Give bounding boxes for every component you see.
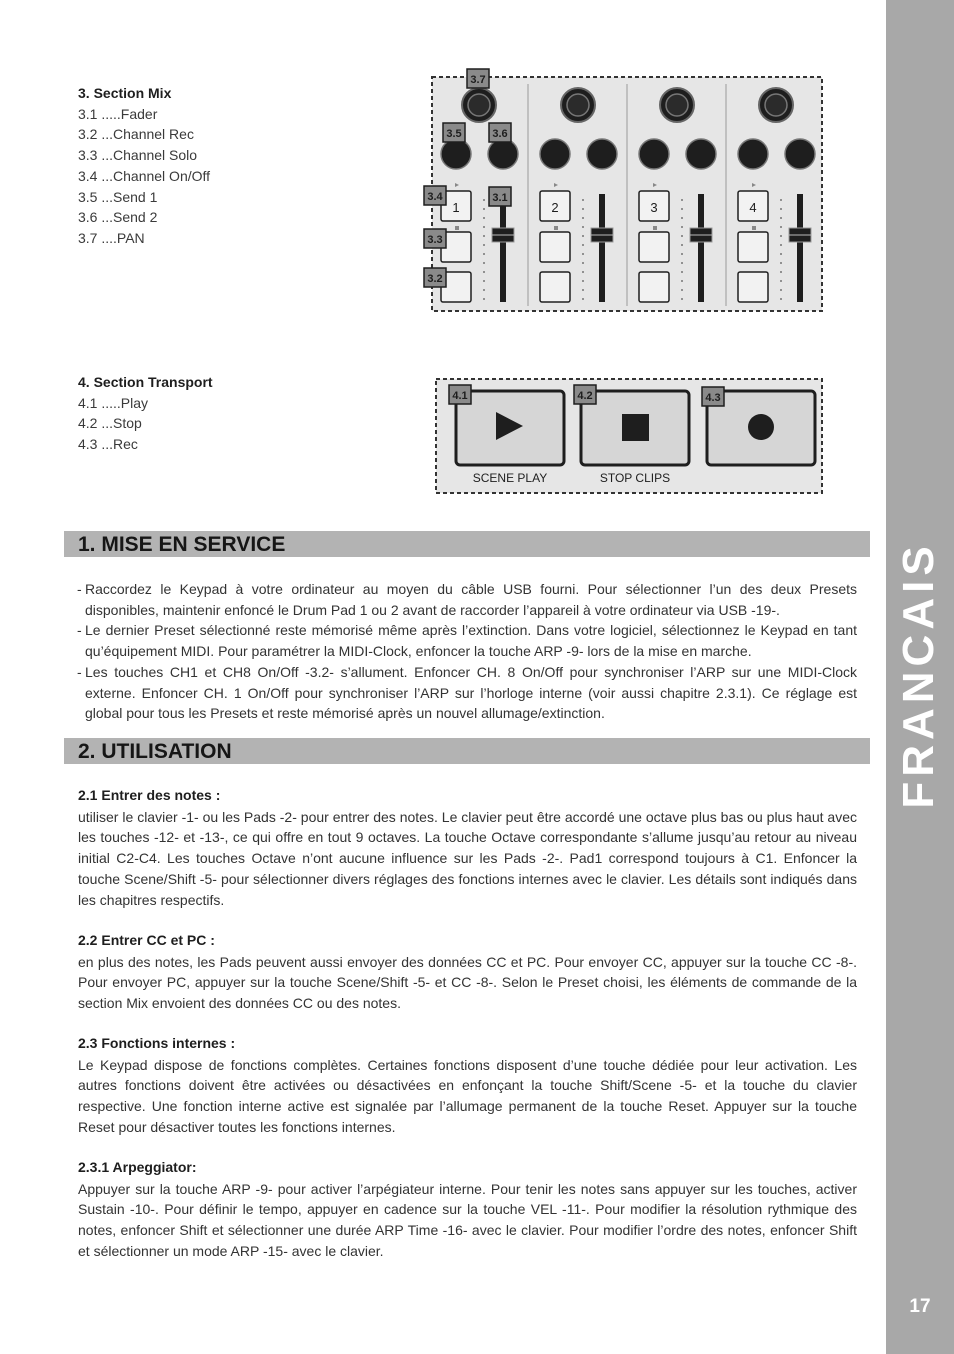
svg-text:4.1: 4.1 [452, 390, 468, 402]
record-icon [748, 414, 774, 440]
scale-dot [483, 217, 485, 219]
scale-dot [582, 289, 584, 291]
scale-dot [582, 244, 584, 246]
tag-label: 3.1 [492, 192, 508, 204]
tag-3-1 [489, 187, 511, 206]
scale-dot [681, 280, 683, 282]
scale-dot [780, 217, 782, 219]
sub-entrer-cc-pc [78, 930, 857, 1014]
led-icon [554, 226, 558, 230]
subheading: 2.1 Entrer des notes : [78, 787, 221, 803]
scale-dot [681, 253, 683, 255]
section-transport-title: 4. Section Transport [78, 374, 213, 390]
scale-dot [780, 298, 782, 300]
section-mix-list [78, 83, 210, 249]
list-item: 3.3 ...Channel Solo [78, 147, 198, 164]
stop-clips-label: STOP CLIPS [599, 471, 671, 485]
scale-dot [483, 289, 485, 291]
fader-track [500, 194, 506, 302]
scale-dot [780, 208, 782, 210]
channel-number: 4 [749, 200, 757, 215]
scale-dot [780, 280, 782, 282]
list-item: - Raccordez le Keypad à votre ordinateur au moyen du câble USB fourni. Pour sélectionner l’un des deux Presets disponibles, maintenir enfoncé le Drum Pad 1 ou 2 avant de raccorder l’appareil à votre ordinateur via USB -19-. [77, 581, 857, 618]
tag-3-7 [467, 69, 489, 88]
send1-knob [639, 139, 669, 169]
scale-dot [582, 253, 584, 255]
scale-dot [681, 271, 683, 273]
scale-dot [681, 208, 683, 210]
channel-solo-button [738, 232, 768, 262]
scale-dot [582, 226, 584, 228]
list-item: 4.1 .....Play [78, 394, 149, 411]
send2-knob [785, 139, 815, 169]
sub-fonctions-internes [78, 1033, 857, 1138]
scale-dot [681, 226, 683, 228]
scale-dot [483, 298, 485, 300]
tag-label: 3.4 [427, 191, 443, 203]
scale-dot [582, 262, 584, 264]
play-button [456, 391, 564, 465]
list-item: 3.1 .....Fader [78, 105, 158, 122]
scale-dot [681, 217, 683, 219]
stop-icon [622, 414, 649, 441]
channel-rec-button [639, 272, 669, 302]
list-item: 4.2 ...Stop [78, 415, 142, 432]
scale-dot [582, 271, 584, 273]
tag-4-2 [574, 385, 596, 404]
scale-dot [483, 235, 485, 237]
scale-dot [780, 271, 782, 273]
pan-knob-cap [666, 94, 688, 116]
scale-dot [780, 235, 782, 237]
channel-number: 3 [650, 200, 658, 215]
scale-dot [780, 199, 782, 201]
scale-dot [681, 289, 683, 291]
list-item: 3.2 ...Channel Rec [78, 126, 194, 143]
language-label: FRANCAIS [894, 541, 943, 809]
list-item: - Les touches CH1 et CH8 On/Off -3.2- s’allument. Enfoncer CH. 8 On/Off pour synchroniser l’ARP sur une MIDI-Clock externe. Enfoncer CH. 1 On/Off pour synchroniser l’ARP sur l’horloge interne (voir aussi chapitre 2.3.1). Ce réglage est global pour tous les Presets et reste mémorisé après un nouvel allumage/extinction. [77, 663, 857, 722]
mise-en-service-heading: 1. MISE EN SERVICE [64, 531, 870, 557]
utilisation-heading: 2. UTILISATION [64, 738, 870, 764]
scale-dot [483, 244, 485, 246]
tag-label: 3.3 [427, 234, 443, 246]
list-item: 3.5 ...Send 1 [78, 188, 158, 205]
tag-label: 3.5 [446, 128, 462, 140]
paragraph: utiliser le clavier -1- ou les Pads -2- pour entrer des notes. Le clavier peut être accordé une octave plus bas ou plus haut avec les touches -12- et -13-, ce qui offre en tout 9 octaves. La touche Octave correspondante s’allume jusqu’au retour au niveau initial C2-C4. Les touches Octave n’ont aucune influence sur les Pads -2-. Pad1 correspond toujours à C1. Enfoncer la touche Scene/Shift -5- pour sélectionner divers réglages des fonctions internes avec le clavier. Les détails sont indiqués dans les chapitres respectifs. [78, 808, 857, 908]
list-item: 3.4 ...Channel On/Off [78, 167, 211, 184]
scale-dot [483, 199, 485, 201]
send1-knob [441, 139, 471, 169]
transport-section-diagram [430, 374, 830, 500]
scale-dot [681, 262, 683, 264]
stop-button [581, 391, 689, 465]
paragraph: Appuyer sur la touche ARP -9- pour activer l’arpégiateur interne. Pour tenir les notes sans appuyer sur les touches, activer Sustain -10-. Pour définir le tempo, appuyer en cadence sur la touche VEL -11-. Pour modifier la résolution rythmique des notes, enfoncer Shift et sélectionner une durée ARP Time -16- avec le clavier. Pour modifier l’ordre des notes, enfoncer Shift et sélectionner un mode ARP -15- avec le clavier. [78, 1180, 857, 1259]
led-icon [653, 226, 657, 230]
scale-dot [582, 217, 584, 219]
tag-3-6 [489, 123, 511, 142]
channel-solo-button [639, 232, 669, 262]
scale-dot [483, 208, 485, 210]
pan-knob-cap [468, 94, 490, 116]
scale-dot [681, 199, 683, 201]
scale-dot [582, 280, 584, 282]
scale-dot [681, 235, 683, 237]
sub-arpeggiator [78, 1157, 857, 1262]
scale-dot [582, 298, 584, 300]
scale-dot [780, 262, 782, 264]
channel-solo-button [540, 232, 570, 262]
scale-dot [483, 271, 485, 273]
svg-text:4.2: 4.2 [577, 390, 593, 402]
led-icon [455, 226, 459, 230]
scale-dot [483, 226, 485, 228]
pan-knob-cap [765, 94, 787, 116]
sub-entrer-notes [78, 785, 857, 910]
send2-knob [488, 139, 518, 169]
fader-track [797, 194, 803, 302]
paragraph: Le Keypad dispose de fonctions complètes. Certaines fonctions disposent d’une touche dédiée pour leur activation. Les autres fonctions doivent être activées ou désactivées en enfonçant la touche Shift/Scene -5- et la touche du clavier respective. Une fonction interne active est signalée par l’allumage permanent de la touche Reset. Appuyer sur la touche Reset pour désactiver toutes les fonctions internes. [78, 1056, 857, 1135]
channel-rec-button [738, 272, 768, 302]
send2-knob [686, 139, 716, 169]
mise-en-service-text [78, 579, 857, 724]
list-item: - Le dernier Preset sélectionné reste mémorisé même après l’extinction. Dans votre logiciel, sélectionnez le Keypad en tant qu’équipement MIDI. Pour paramétrer la MIDI-Clock, enfoncer la touche ARP -9- lors de la mise en marche. [77, 622, 857, 660]
page-number: 17 [909, 1296, 931, 1317]
tag-label: 3.7 [470, 74, 486, 86]
subheading: 2.3.1 Arpeggiator: [78, 1159, 197, 1175]
mix-section-diagram [420, 66, 830, 316]
send2-knob [587, 139, 617, 169]
list-item: 3.6 ...Send 2 [78, 209, 158, 226]
send1-knob [738, 139, 768, 169]
list-item: 3.7 ....PAN [78, 229, 145, 246]
scene-play-label: SCENE PLAY [472, 471, 548, 485]
led-icon [752, 226, 756, 230]
section-mix-title: 3. Section Mix [78, 85, 172, 101]
channel-number: 1 [452, 200, 460, 215]
tag-3-3 [424, 229, 446, 248]
tag-3-5 [443, 123, 465, 142]
list-item: 4.3 ...Rec [78, 436, 138, 453]
scale-dot [681, 298, 683, 300]
subheading: 2.2 Entrer CC et PC : [78, 932, 215, 948]
send1-knob [540, 139, 570, 169]
channel-number: 2 [551, 200, 559, 215]
tag-3-4 [424, 186, 446, 205]
subheading: 2.3 Fonctions internes : [78, 1035, 236, 1051]
scale-dot [681, 244, 683, 246]
tag-4-1 [449, 385, 471, 404]
scale-dot [483, 262, 485, 264]
svg-text:4.3: 4.3 [705, 392, 721, 404]
paragraph: en plus des notes, les Pads peuvent aussi envoyer des données CC et PC. Pour envoyer CC, appuyer sur la touche CC -8-. Pour envoyer PC, appuyer sur la touche Scene/Shift -5- et CC -8-. Selon le Preset choisi, les éléments de commande de la section Mix envoient des données CC ou des notes. [78, 953, 857, 1012]
scale-dot [582, 235, 584, 237]
scale-dot [780, 244, 782, 246]
scale-dot [483, 253, 485, 255]
scale-dot [582, 199, 584, 201]
scale-dot [483, 280, 485, 282]
scale-dot [582, 208, 584, 210]
scale-dot [780, 226, 782, 228]
channel-rec-button [540, 272, 570, 302]
scale-dot [780, 289, 782, 291]
section-transport-list [78, 372, 213, 455]
tag-3-2 [424, 268, 446, 287]
tag-4-3 [702, 387, 724, 406]
tag-label: 3.6 [492, 128, 508, 140]
tag-label: 3.2 [427, 273, 443, 285]
fader-track [599, 194, 605, 302]
fader-track [698, 194, 704, 302]
scale-dot [780, 253, 782, 255]
pan-knob-cap [567, 94, 589, 116]
